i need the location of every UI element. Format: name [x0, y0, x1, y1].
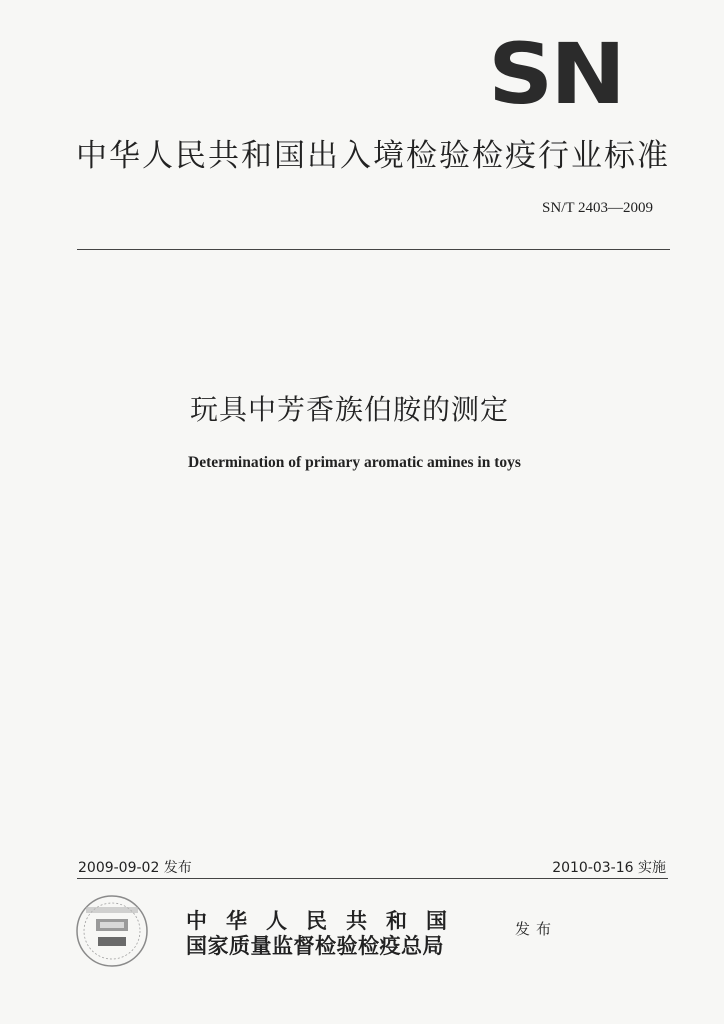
- issue-date: 2009-09-02 发布: [78, 860, 192, 876]
- chinese-title: 玩具中芳香族伯胺的测定: [190, 393, 510, 426]
- issuer-country: 中华人民共和国: [186, 908, 466, 933]
- org-title: 中华人民共和国出入境检验检疫行业标准: [76, 138, 670, 174]
- anti-counterfeit-seal-icon: [74, 893, 150, 969]
- bottom-divider: [77, 878, 668, 879]
- issuer-agency: 国家质量监督检验检疫总局: [186, 933, 444, 958]
- english-title: Determination of primary aromatic amines in toys: [188, 454, 521, 471]
- sn-logo: SN: [488, 25, 623, 123]
- implementation-date: 2010-03-16 实施: [552, 860, 666, 876]
- standard-number: SN/T 2403—2009: [542, 200, 653, 216]
- publish-label: 发布: [515, 920, 558, 938]
- top-divider: [77, 249, 670, 250]
